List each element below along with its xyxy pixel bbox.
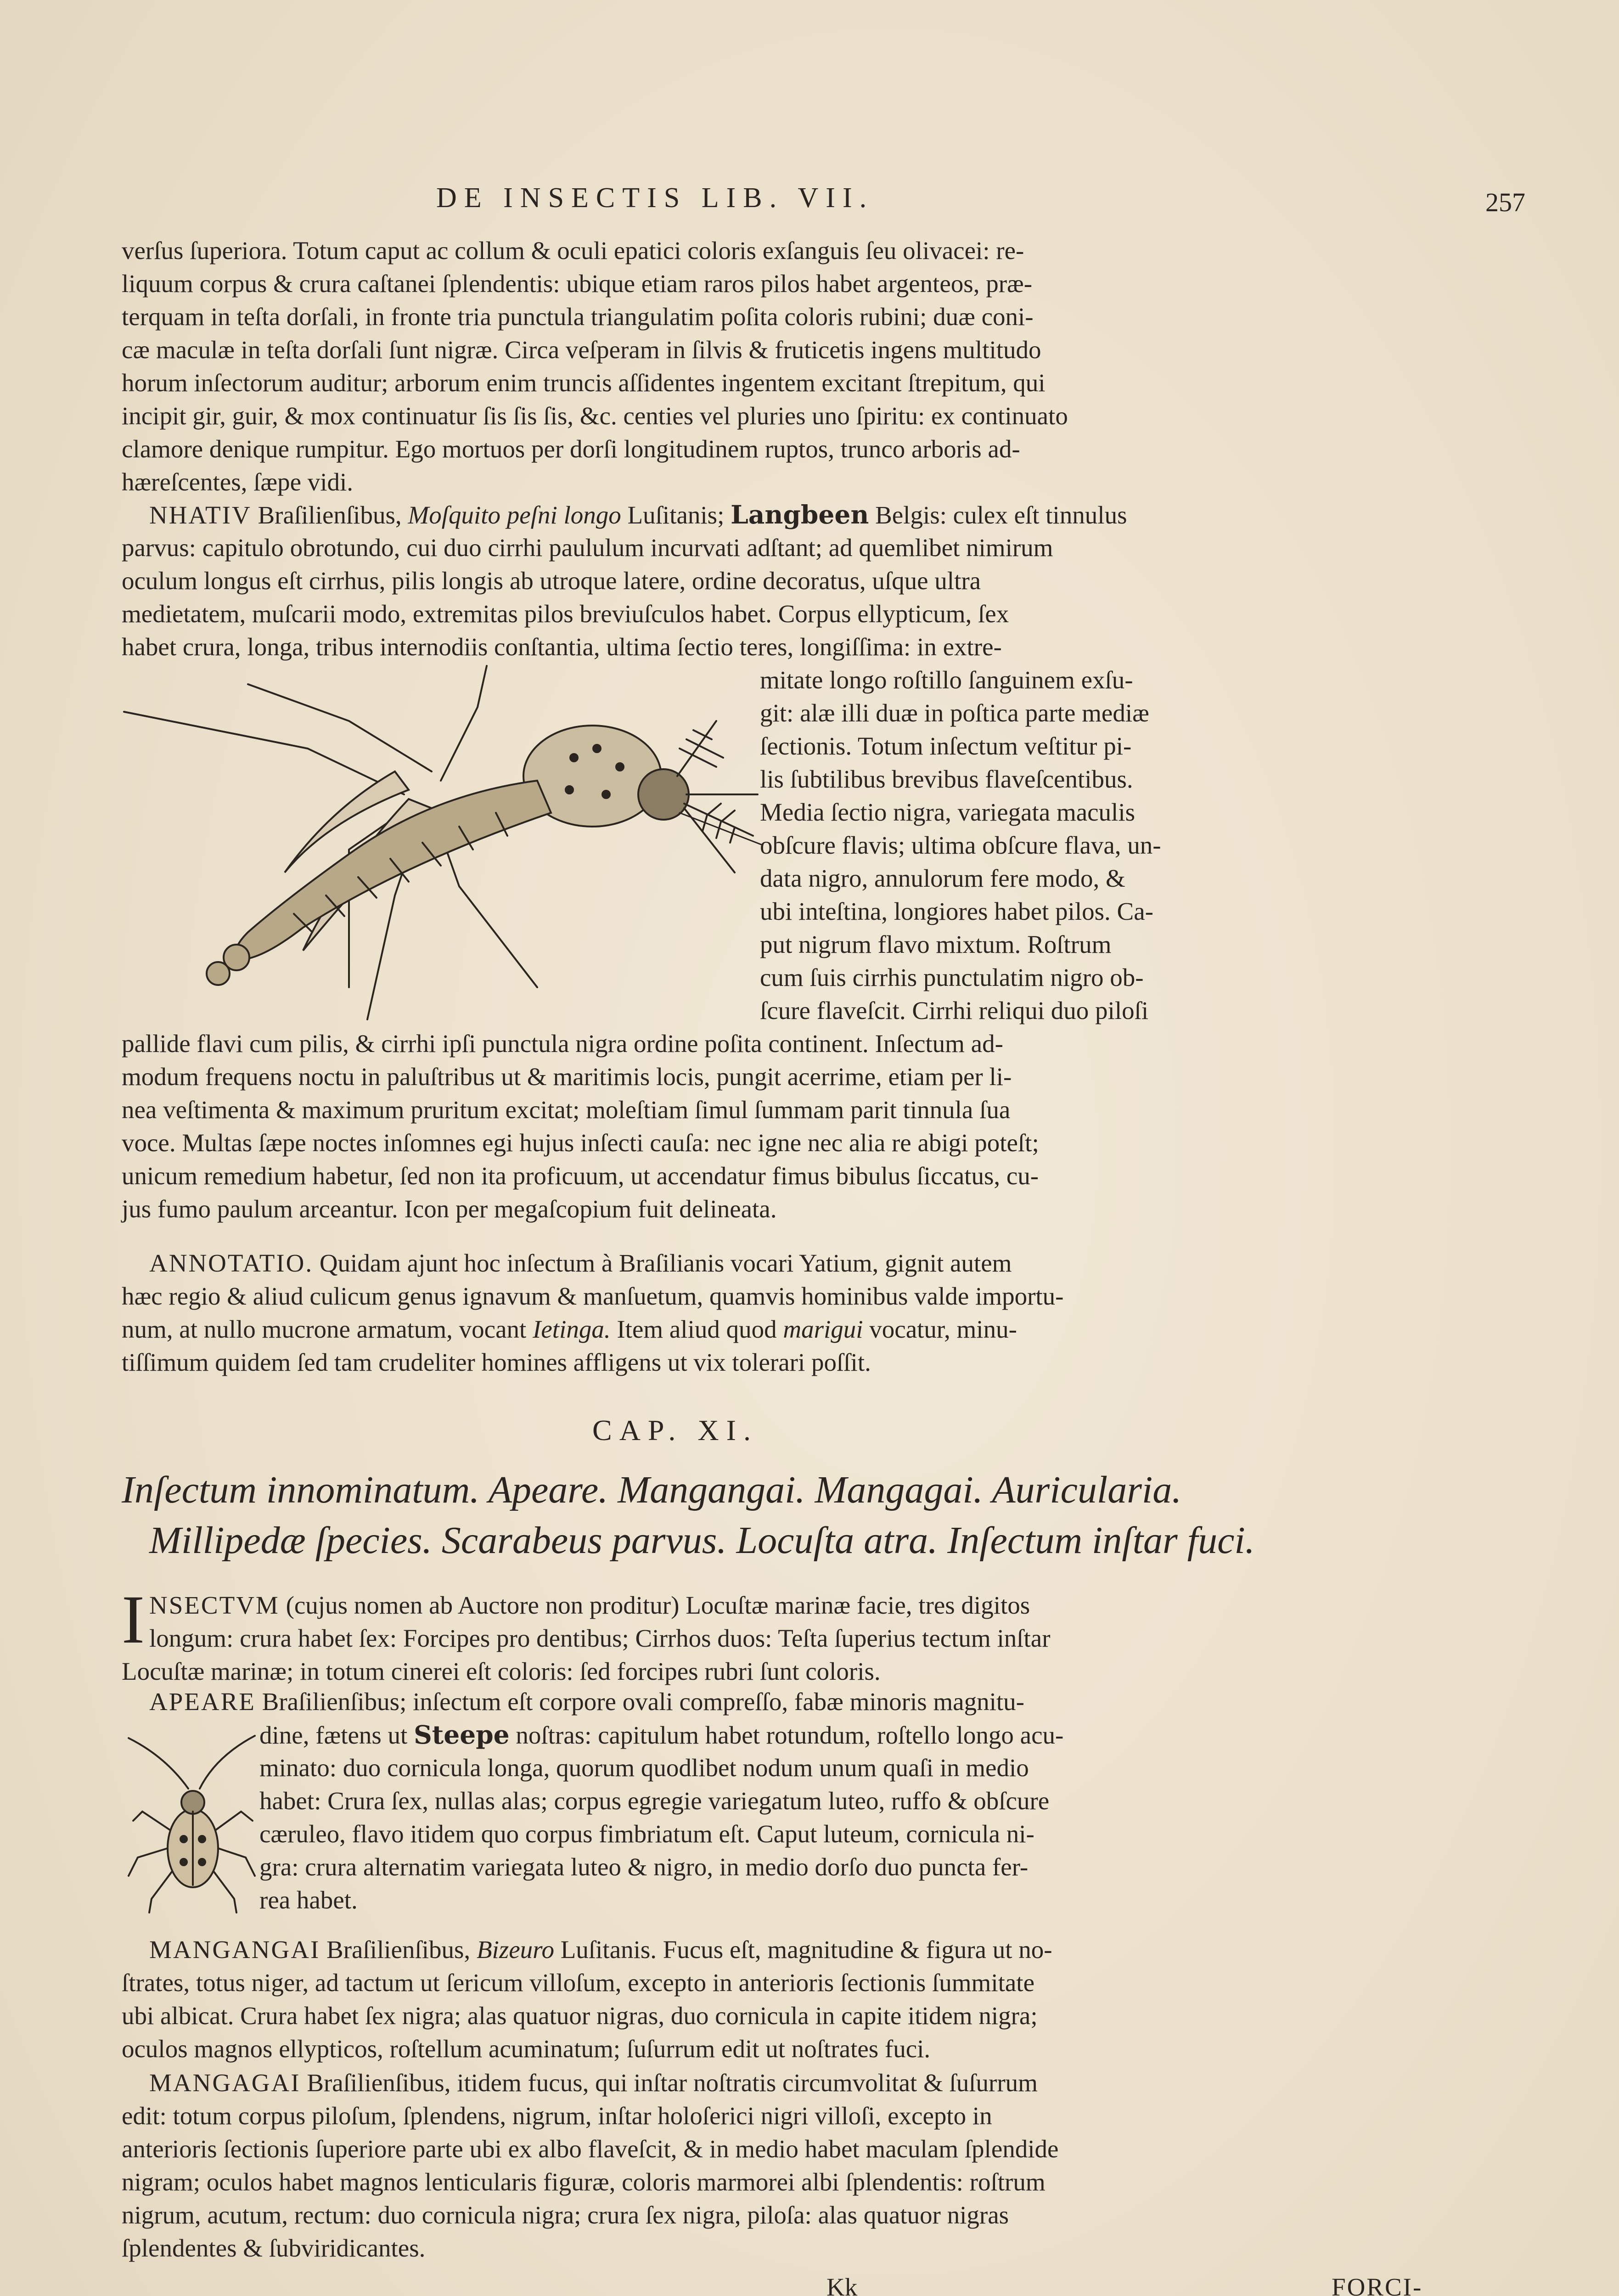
text-line: put nigrum flavo mixtum. Roſtrum xyxy=(760,930,1112,958)
apeare-woodcut xyxy=(124,1724,262,1917)
drop-capital: I xyxy=(122,1581,145,1658)
text-line: nigrum, acutum, rectum: duo cornicula nigra; crura ſex nigra, piloſa: alas quatuor nigras xyxy=(122,2201,1009,2229)
text-line: habet: Crura ſex, nullas alas; corpus egregie variegatum luteo, ruffo & obſcure xyxy=(259,1787,1050,1815)
text-line: habet crura, longa, tribus internodiis conſtantia, ultima ſectio teres, longiſſima: in extre- xyxy=(122,633,1002,661)
text-line: minato: duo cornicula longa, quorum quodlibet nodum unum quaſi in medio xyxy=(259,1754,1029,1782)
text-line: unicum remedium habetur, ſed non ita proficuum, ut accendatur fimus bibulus ſiccatus, cu- xyxy=(122,1162,1039,1190)
apeare-paragraph xyxy=(122,1685,1508,1924)
blackletter-word: Steepe xyxy=(414,1720,510,1750)
text-line: oculum longus eſt cirrhus, pilis longis ab utroque latere, ordine decoratus, uſque ultra xyxy=(122,567,981,595)
text-line: ſtrates, totus niger, ad tactum ut ſericum villoſum, excepto in anterioris ſectionis ſummitate xyxy=(122,1969,1035,1997)
text-line: NHATIV Braſilienſibus, Moſquito peſni longo Luſitanis; Langbeen Belgis: culex eſt tinnulus xyxy=(149,500,1127,529)
text-line: hæreſcentes, ſæpe vidi. xyxy=(122,468,354,496)
text-line: mitate longo roſtillo ſanguinem exſu- xyxy=(760,666,1133,694)
text-line: ANNOTATIO. Quidam ajunt hoc inſectum à Braſilianis vocari Yatium, gignit autem xyxy=(149,1249,1012,1277)
text-line: lis ſubtilibus brevibus flaveſcentibus. xyxy=(760,765,1133,793)
text-line: medietatem, muſcarii modo, extremitas pilos breviuſculos habet. Corpus ellypticum, ſex xyxy=(122,600,1009,628)
text-line: anterioris ſectionis ſuperiore parte ubi ex albo flaveſcit, & in medio habet maculam ſplendide xyxy=(122,2135,1059,2163)
annotatio-paragraph xyxy=(122,1247,1508,1384)
text-line: longum: crura habet ſex: Forcipes pro dentibus; Cirrhos duos: Teſta ſuperius tectum inſtar xyxy=(149,1624,1051,1652)
text-line: ubi albicat. Crura habet ſex nigra; alas quatuor nigras, duo cornicula in capite itidem nigra; xyxy=(122,2002,1038,2030)
text-line: cæruleo, flavo itidem quo corpus fimbriatum eſt. Caput luteum, cornicula ni- xyxy=(259,1820,1034,1848)
text-line: incipit gir, guir, & mox continuatur ſis ſis ſis, &c. centies vel pluries uno ſpiritu: ex continuato xyxy=(122,402,1068,430)
mangagai-paragraph xyxy=(122,2066,1508,2268)
text-line: hæc regio & aliud culicum genus ignavum & manſuetum, quamvis hominibus valde importu- xyxy=(122,1282,1064,1310)
text-line: modum frequens noctu in paluſtribus ut & maritimis locis, pungit acerrime, etiam per li- xyxy=(122,1063,1012,1091)
text-line: verſus ſuperiora. Totum caput ac collum & oculi epatici coloris exſanguis ſeu olivacei: re- xyxy=(122,236,1024,264)
text-line: tiſſimum quidem ſed tam crudeliter homines affligens ut vix tolerari poſſit. xyxy=(122,1348,871,1376)
chapter-heading: CAP. XI. xyxy=(592,1414,758,1446)
entry-name-mangagai: MANGAGAI xyxy=(149,2069,301,2097)
text-line: ſectionis. Totum inſectum veſtitur pi- xyxy=(760,732,1132,760)
intro-paragraph xyxy=(122,234,1504,501)
text-line: MANGANGAI Braſilienſibus, Bizeuro Luſitanis. Fucus eſt, magnitudine & figura ut no- xyxy=(149,1936,1052,1964)
text-line: parvus: capitulo obrotundo, cui duo cirrhi paululum incurvati adſtant; ad quemlibet nimirum xyxy=(122,534,1053,562)
text-line: num, at nullo mucrone armatum, vocant Ietinga. Item aliud quod marigui vocatur, minu- xyxy=(122,1315,1017,1343)
chapter-subtitle-line: Inſectum innominatum. Apeare. Mangangai. Mangagai. Auricularia. xyxy=(122,1469,1182,1511)
text-line: nigram; oculos habet magnos lenticularis figuræ, coloris marmorei albi ſplendentis: roſtrum xyxy=(122,2168,1046,2196)
text-line: rea habet. xyxy=(259,1886,358,1914)
annotatio-label: ANNOTATIO. xyxy=(149,1249,314,1277)
text-line: MANGAGAI Braſilienſibus, itidem fucus, qui inſtar noſtratis circumvolitat & ſuſurrum xyxy=(149,2069,1038,2097)
text-line: oculos magnos ellypticos, roſtellum acuminatum; ſuſurrum edit ut noſtrates fuci. xyxy=(122,2035,931,2063)
entry-name-apeare: APEARE xyxy=(149,1688,256,1716)
running-title: DE INSECTIS LIB. VII. xyxy=(436,182,874,214)
text-line: liquum corpus & crura caſtanei ſplendentis: ubique etiam raros pilos habet argenteos, præ- xyxy=(122,270,1033,298)
blackletter-word: Langbeen xyxy=(731,500,869,529)
catchword: FORCI- xyxy=(1332,2273,1423,2296)
text-line: cum ſuis cirrhis punctulatim nigro ob- xyxy=(760,963,1144,991)
text-line: jus fumo paulum arceantur. Icon per megaſcopium fuit delineata. xyxy=(122,1195,777,1223)
text-line: Locuſtæ marinæ; in totum cinerei eſt coloris: ſed forcipes rubri ſunt coloris. xyxy=(122,1657,881,1685)
entry-name-nhatiu: NHATIV xyxy=(149,501,252,529)
text-line: gra: crura alternatim variegata luteo & nigro, in medio dorſo duo puncta fer- xyxy=(259,1853,1029,1881)
text-line: APEARE Braſilienſibus; inſectum eſt corpore ovali compreſſo, fabæ minoris magnitu- xyxy=(149,1688,1024,1716)
text-line: clamore denique rumpitur. Ego mortuos per dorſi longitudinem ruptos, trunco arboris ad- xyxy=(122,435,1020,463)
text-line: nea veſtimenta & maximum pruritum excitat; moleſtiam ſimul ſummam parit tinnula ſua xyxy=(122,1096,1011,1124)
insectum-paragraph xyxy=(122,1581,1508,1694)
entry-name-mangangai: MANGANGAI xyxy=(149,1936,320,1964)
text-line: pallide flavi cum pilis, & cirrhi ipſi punctula nigra ordine poſita continent. Inſectum ad- xyxy=(122,1030,1003,1058)
text-line: git: alæ illi duæ in poſtica parte mediæ xyxy=(760,699,1149,727)
text-line: terquam in teſta dorſali, in fronte tria punctula triangulatim poſita coloris rubini; duæ coni- xyxy=(122,303,1034,331)
page-number: 257 xyxy=(1485,187,1525,217)
text-line: ſcure flaveſcit. Cirrhi reliqui duo piloſi xyxy=(760,996,1149,1024)
text-line: data nigro, annulorum fere modo, & xyxy=(760,864,1125,892)
mangangai-paragraph xyxy=(122,1933,1508,2071)
text-line: edit: totum corpus piloſum, ſplendens, nigrum, inſtar holoſerici nigri villoſi, excepto in xyxy=(122,2102,992,2130)
text-line: horum inſectorum auditur; arborum enim truncis aſſidentes ingentem excitant ſtrepitum, qui xyxy=(122,369,1046,397)
text-line: Media ſectio nigra, variegata maculis xyxy=(760,798,1136,826)
text-line: cæ maculæ in teſta dorſali ſunt nigræ. Circa veſperam in ſilvis & fruticetis ingens multitudo xyxy=(122,336,1041,364)
chapter-subtitle-line: Millipedæ ſpecies. Scarabeus parvus. Locuſta atra. Inſectum inſtar fuci. xyxy=(149,1519,1255,1562)
chapter-subtitle xyxy=(122,1465,1508,1566)
mosquito-woodcut xyxy=(110,657,762,1029)
text-line: ubi inteſtina, longiores habet pilos. Ca- xyxy=(760,897,1153,925)
text-line: voce. Multas ſæpe noctes inſomnes egi hujus inſecti cauſa: nec igne nec alia re abigi poteſt; xyxy=(122,1129,1039,1157)
text-line: obſcure flavis; ultima obſcure flava, un- xyxy=(760,831,1161,859)
text-line: NSECTVM (cujus nomen ab Auctore non proditur) Locuſtæ marinæ facie, tres digitos xyxy=(149,1591,1030,1619)
signature-mark: Kk xyxy=(826,2273,858,2296)
text-line: dine, fætens ut Steepe noſtras: capitulum habet rotundum, roſtello longo acu- xyxy=(259,1720,1064,1750)
text-line: ſplendentes & ſubviridicantes. xyxy=(122,2234,426,2262)
